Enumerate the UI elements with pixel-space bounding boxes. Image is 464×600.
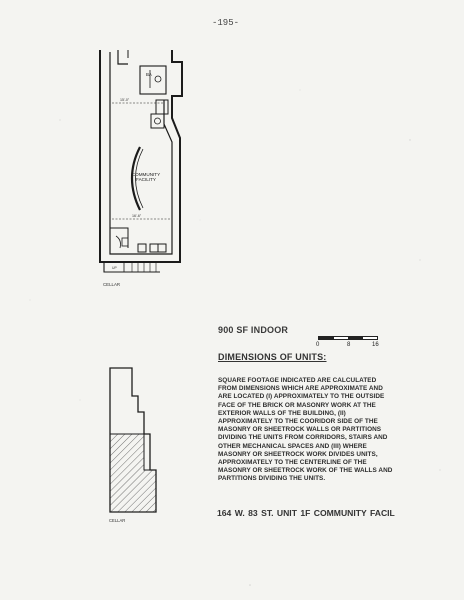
scale-label-0: 0: [316, 342, 320, 348]
room-label-line2: FACILITY: [136, 177, 156, 182]
scale-bar-graphic: [318, 336, 378, 340]
dimensions-title: DIMENSIONS OF UNITS:: [218, 352, 327, 362]
dimensions-body: SQUARE FOOTAGE INDICATED ARE CALCULATED FROM DIMENSIONS WHICH ARE APPROXIMATE AND ARE LOCATED (I) APPROXIMATELY TO THE OUTSIDE FACE OF THE BRICK OR MASONRY WORK AT THE EXTERIOR WALLS OF THE BUILDING, (II) APPROXIMATELY TO THE COORIDOR SIDE OF THE MASONRY OR SHEETROCK WALLS OR PARTITIONS DIVIDING THE UNITS FROM CORRIDORS, STAIRS AND OTHER MECHANICAL SPACES AND (III) WHERE MASONRY OR SHEETROCK WORK DIVIDES UNITS, APPROXIMATELY TO THE CENTERLINE OF THE MASONRY OR SHEETROCK WORK OF THE WALLS AND PARTITIONS DIVIDING THE UNITS.: [218, 377, 393, 483]
scale-bar: [318, 332, 380, 352]
cellar-label-bottom: CELLAR: [109, 518, 126, 523]
scale-segment: [319, 337, 334, 339]
bath-label: BA: [146, 72, 152, 77]
dimension-width: 15'-0": [120, 98, 130, 102]
cellar-label-top: CELLAR: [103, 282, 121, 287]
page-number: -195-: [212, 18, 240, 28]
area-label: 900 SF INDOOR: [218, 325, 289, 335]
unit-address-line: 164 W. 83 ST. UNIT 1F COMMUNITY FACIL: [217, 508, 395, 518]
room-label-line1: COMMUNITY: [131, 172, 161, 177]
upper-plan: [100, 50, 182, 272]
scale-label-8: 8: [347, 342, 351, 348]
dimension-length: 16'-6": [132, 214, 142, 218]
key-plan: [110, 368, 156, 512]
stair-label: UP: [112, 266, 117, 270]
scale-segment: [348, 337, 363, 339]
scale-label-16: 16: [372, 342, 379, 348]
